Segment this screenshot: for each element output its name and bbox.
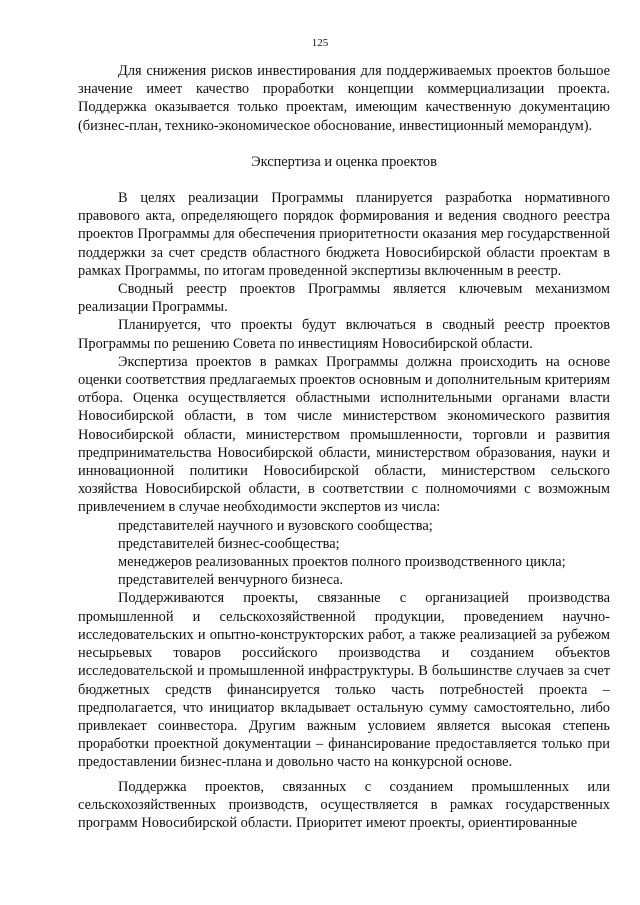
paragraph-supported-projects: Поддерживаются проекты, связанные с организацией производства промышленной и сельскохозяйственной продукции, проведением научно-исследовательских и опытно-конструкторских работ, а также реализацией за рубежом несырьевых товаров российского производства и созданием объектов исследовательской и промышленной инфраструктуры. В большинстве случаев за счет бюджетных средств финансируется только часть потребностей проекта – предполагается, что инициатор вкладывает остальную сумму самостоятельно, либо привлекает соинвестора. Другим важным условием является высокая степень проработки проектной документации – финансирование предоставляется только при предоставлении бизнес-плана и довольно часто на конкурсной основе.	[78, 590, 610, 771]
list-item: менеджеров реализованных проектов полного производственного цикла;	[118, 554, 566, 571]
list-item: представителей научного и вузовского сообщества;	[118, 517, 433, 534]
experts-list	[78, 517, 610, 590]
intro-paragraph: Для снижения рисков инвестирования для поддерживаемых проектов большое значение имеет качество проработки концепции коммерциализации проекта. Поддержка оказывается только проектам, имеющим качественную документацию (бизнес-план, технико-экономическое обоснование, инвестиционный меморандум).	[78, 63, 610, 134]
paragraph-registry-mechanism: Сводный реестр проектов Программы является ключевым механизмом реализации Программы.	[78, 281, 610, 316]
paragraph-expertise: Экспертиза проектов в рамках Программы должна происходить на основе оценки соответствия предлагаемых проектов основным и дополнительным критериям отбора. Оценка осуществляется областными исполнительными органами власти Новосибирской области, в том числе министерством экономического развития Новосибирской области, министерством промышленности, торговли и развития предпринимательства Новосибирской области, министерством образования, науки и инновационной политики Новосибирской области, министерством сельского хозяйства Новосибирской области, в соответствии с полномочиями с возможным привлечением в случае необходимости экспертов из числа:	[78, 353, 610, 516]
list-item: представителей венчурного бизнеса.	[118, 572, 344, 589]
page-number: 125	[311, 37, 329, 49]
section-heading: Экспертиза и оценка проектов	[251, 153, 437, 170]
paragraph-state-programs: Поддержка проектов, связанных с созданием промышленных или сельскохозяйственных производств, осуществляется в рамках государственных программ Новосибирской области. Приоритет имеют проекты, ориентированные	[78, 778, 610, 831]
document-body	[78, 62, 610, 832]
paragraph-registry-act: В целях реализации Программы планируется разработка нормативного правового акта, определяющего порядок формирования и ведения сводного реестра проектов Программы для обеспечения приоритетности оказания мер государственной поддержки за счет средств областного бюджета Новосибирской области проектам в рамках Программы, по итогам проведенной экспертизы включенным в реестр.	[78, 190, 610, 279]
list-item: представителей бизнес-сообщества;	[118, 535, 340, 552]
paragraph-council-decision: Планируется, что проекты будут включаться в сводный реестр проектов Программы по решению Совета по инвестициям Новосибирской области.	[78, 317, 610, 352]
